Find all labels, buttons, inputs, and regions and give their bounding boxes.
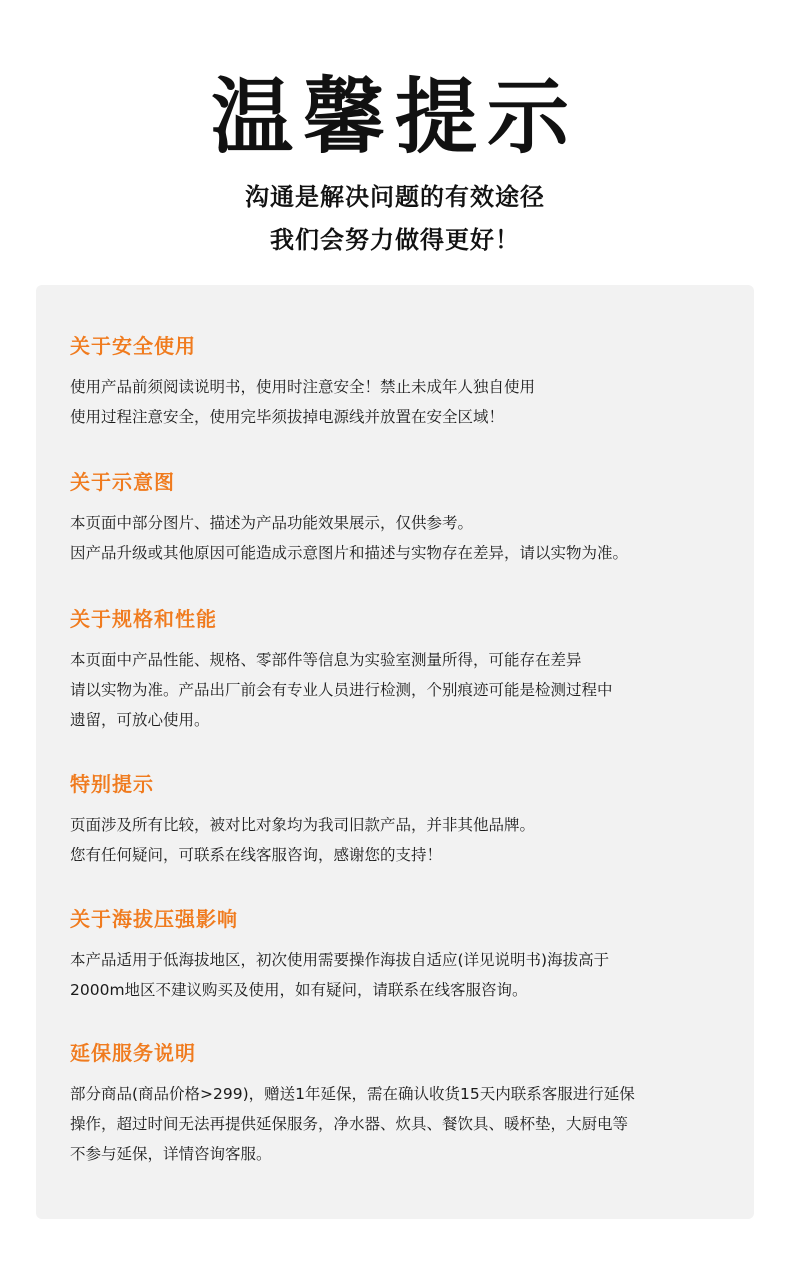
section-line: 遗留，可放心使用。 xyxy=(70,711,210,729)
section-line: 本产品适用于低海拔地区，初次使用需要操作海拔自适应(详见说明书)海拔高于 xyxy=(70,951,610,969)
section-title: 关于安全使用 xyxy=(70,334,196,358)
section-title: 关于海拔压强影响 xyxy=(70,907,238,931)
section-body xyxy=(70,810,740,870)
section-title: 关于规格和性能 xyxy=(70,607,217,631)
section-extended-warranty xyxy=(70,1039,740,1169)
section-safety xyxy=(70,332,740,432)
section-line: 使用产品前须阅读说明书，使用时注意安全！禁止未成年人独自使用 xyxy=(70,378,536,396)
section-title: 关于示意图 xyxy=(70,470,175,494)
section-special-notice xyxy=(70,770,740,870)
section-body xyxy=(70,945,740,1005)
section-title: 特别提示 xyxy=(70,772,154,796)
section-body xyxy=(70,508,740,568)
section-illustration xyxy=(70,468,740,568)
section-line: 操作，超过时间无法再提供延保服务，净水器、炊具、餐饮具、暖杯垫，大厨电等 xyxy=(70,1115,629,1133)
section-line: 2000m地区不建议购买及使用，如有疑问，请联系在线客服咨询。 xyxy=(70,981,528,999)
section-body xyxy=(70,1079,740,1169)
section-title: 延保服务说明 xyxy=(70,1041,196,1065)
subtitle-line-1: 沟通是解决问题的有效途径 xyxy=(245,183,545,211)
section-body xyxy=(70,372,740,432)
section-line: 使用过程注意安全，使用完毕须拔掉电源线并放置在安全区域！ xyxy=(70,408,505,426)
section-line: 本页面中产品性能、规格、零部件等信息为实验室测量所得，可能存在差异 xyxy=(70,651,582,669)
subtitle-line-2: 我们会努力做得更好！ xyxy=(270,226,520,254)
section-line: 因产品升级或其他原因可能造成示意图片和描述与实物存在差异，请以实物为准。 xyxy=(70,544,629,562)
section-body xyxy=(70,645,740,735)
section-line: 本页面中部分图片、描述为产品功能效果展示，仅供参考。 xyxy=(70,514,474,532)
section-line: 不参与延保，详情咨询客服。 xyxy=(70,1145,272,1163)
section-specs xyxy=(70,605,740,735)
page-title: 温馨提示 xyxy=(210,70,579,165)
section-line: 页面涉及所有比较，被对比对象均为我司旧款产品，并非其他品牌。 xyxy=(70,816,536,834)
section-line: 部分商品(商品价格>299)，赠送1年延保，需在确认收货15天内联系客服进行延保 xyxy=(70,1085,635,1103)
section-line: 请以实物为准。产品出厂前会有专业人员进行检测，个别痕迹可能是检测过程中 xyxy=(70,681,613,699)
notice-panel xyxy=(36,285,754,1219)
section-altitude xyxy=(70,905,740,1005)
section-line: 您有任何疑问，可联系在线客服咨询，感谢您的支持！ xyxy=(70,846,443,864)
